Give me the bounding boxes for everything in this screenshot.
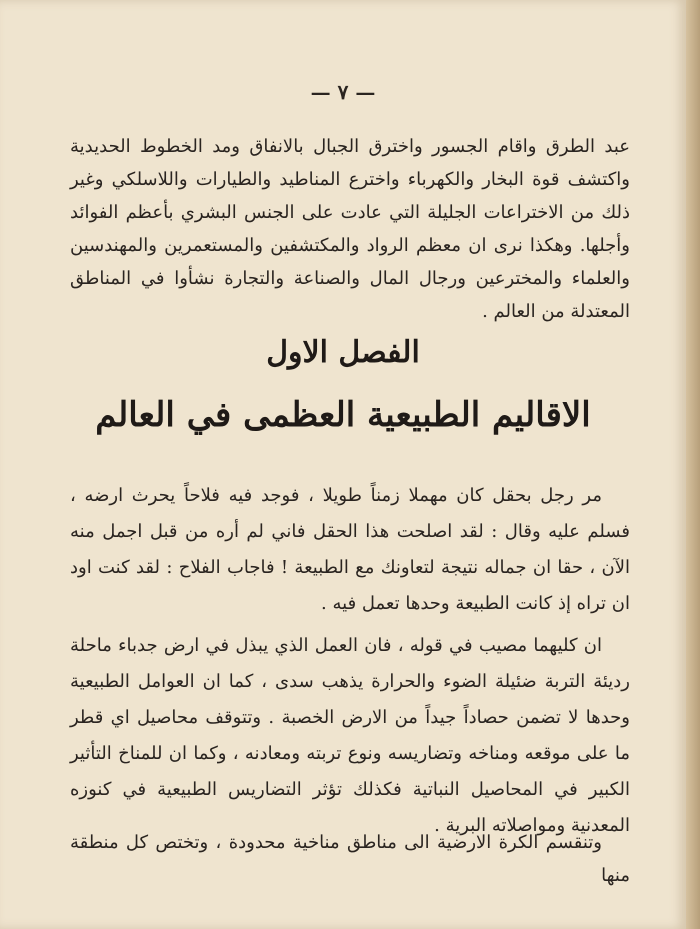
page-number: — ٧ — [310,80,376,104]
chapter-subtitle: الاقاليم الطبيعية العظمى في العالم [95,395,591,435]
page-edge [686,0,700,929]
paragraph-2 [70,628,630,844]
intro-paragraph [70,130,630,328]
paragraph-1-text: مر رجل بحقل كان مهملا زمناً طويلا ، فوجد فيه فلاحاً يحرث ارضه ، فسلم عليه وقال : لقد اصلحت هذا الحقل فاني لم أره من قبل اجمل منه الآن ، حقا ان جماله نتيجة لتعاونك مع الطبيعة ! فاجاب الفلاح : لقد كنت اود ان تراه إذ كانت الطبيعة وحدها تعمل فيه . [70,485,630,614]
intro-text: عبد الطرق واقام الجسور واخترق الجبال بالانفاق ومد الخطوط الحديدية واكتشف قوة البخار والكهرباء واخترع المناطيد والطيارات واللاسلكي وغير ذلك من الاختراعات الجليلة التي عادت على الجنس البشري بأعظم الفوائد وأجلها. وهكذا نرى ان معظم الرواد والمكتشفين والمستعمرين والمهندسين والعلماء والمخترعين ورجال المال والصناعة والتجارة نشأوا في المناطق المعتدلة من العالم . [70,136,630,322]
paragraph-3 [70,826,630,892]
paragraph-2-text: ان كليهما مصيب في قوله ، فان العمل الذي يبذل في ارض جدباء ماحلة رديئة التربة ضئيلة الضوء والحرارة يذهب سدى ، كما ان العوامل الطبيعية وحدها لا تضمن حصاداً جيداً من الارض الخصبة . وتتوقف محاصيل اي قطر ما على موقعه ومناخه وتضاريسه ونوع تربته ومعادنه ، وكما ان للمناخ التأثير الكبير في المحاصيل النباتية فكذلك تؤثر التضاريس الطبيعية في كنوزه المعدنية ومواصلاته البرية . [70,635,630,836]
chapter-title: الفصل الاول [266,335,420,370]
paragraph-1 [70,478,630,622]
paragraph-3-text: وتنقسم الكرة الارضية الى مناطق مناخية محدودة ، وتختص كل منطقة منها [70,832,630,886]
